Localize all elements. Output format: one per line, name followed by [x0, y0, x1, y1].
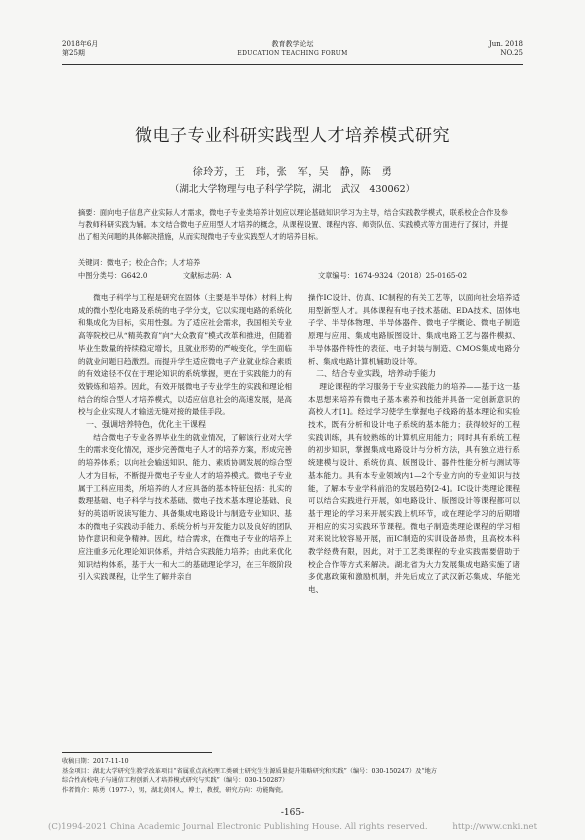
fund-info-cont: 综合性高校电子与通信工程创新人才培养模式研究与实践”（编号：030-150287）: [62, 777, 289, 785]
footnote: [62, 757, 523, 795]
footnote-rule: [62, 752, 212, 753]
header-issue-en: NO.25: [500, 49, 523, 57]
page-number: -165-: [280, 808, 305, 818]
document-code: 文献标志码：A: [183, 271, 232, 280]
abstract: [78, 207, 508, 243]
header-rule: [62, 64, 523, 65]
keywords-label: 关键词：: [78, 258, 107, 267]
article-number: 文章编号：1674-9324（2018）25-0165-02: [318, 271, 468, 280]
header-journal-cn: 教育教学论坛: [271, 40, 314, 48]
body-paragraph: 结合微电子专业各界毕业生的就业情况，了解该行业对大学生的需求变化情况，逐步完善微电子人才的培养方案，形成完善的培养体系；以向社会输送知识、能力、素质协调发展的综合型人才为目标，不断提升微电子专业人才的培养模式。微电子专业属于工科应用类，所培养的人才应具备的基本特征包括：扎实的数理基础、电子科学与技术基础、微电子技术基本理论基础、良好的英语听说读写能力、具备集成电路设计与制造专业知识、基本的微电子实践动手能力、系统分析与开发能力以及良好的团队协作意识和竞争精神。因此，结合需求，在微电子专业的培养上应注重多元化理论知识体系，并结合实践能力培养；由此来优化知识结构体系，基于大一和大二的基础理论学习，在三年级阶段引入实践课程，让学生了解并亲自: [78, 432, 292, 582]
body-paragraph: 微电子科学与工程是研究在固体（主要是半导体）材料上构成的微小型化电路及系统的电子学分支，它以实现电路的系统化和集成化为目标，实用性强。为了适应社会需求，我国相关专业高等院校已从“精英教育”向“大众教育”模式改革和推进，但随着毕业生数量的持续稳定增长，且就业形势的严峻变化，学生面临的就业问题日趋激烈。而提升学生适应微电子产业就业综合素质的有效途径不仅在于理论知识的系统掌握，更在于实践能力的有效锻炼和培养。因此，有效开展微电子专业学生的实践和理论相结合的综合型人才培养模式，以适应信息社会的高速发展，是高校与企业实现人才输送无缝对接的最佳手段。: [78, 293, 292, 417]
header-journal-en: EDUCATION TEACHING FORUM: [237, 50, 348, 57]
abstract-label: 摘要：: [78, 208, 100, 217]
running-header: [62, 40, 523, 66]
header-center: [62, 40, 523, 58]
header-date-cn: 2018年6月: [62, 40, 99, 48]
keywords-text: 微电子；校企合作；人才培养: [106, 258, 201, 267]
copyright-text: (C)1994-2021 China Academic Journal Electronic Publishing House. All rights reserved.: [48, 822, 428, 832]
paper-title: 微电子专业科研实践型人才培养模式研究: [135, 126, 450, 146]
author-list: 徐玲芳，王 玮，张 军，吴 静，陈 勇: [192, 167, 393, 178]
clc-number: 中图分类号：G642.0: [78, 271, 148, 280]
section-heading: 一、强调培养特色，优化主干课程: [86, 420, 206, 430]
cnki-url: http://www.cnki.net: [452, 822, 537, 832]
header-right: [489, 40, 523, 58]
author-affiliation: （湖北大学物理与电子科学学院，湖北 武汉 430062）: [169, 184, 416, 195]
fund-info: 基金项目：湖北大学研究生教学改革项目“省属重点高校理工类硕士研究生生源质量提升策略研究和实践”（编号：030-150247）及“地方: [62, 767, 437, 775]
abstract-text: 面向电子信息产业实际人才需求，微电子专业类培养计划应以理论基础知识学习为主导，结合实践教学模式，联系校企合作及参与教师科研实践为辅。本文结合微电子应用型人才培养的概念，从课程设置、课程内容、师资队伍、实践模式等方面进行了探讨，并提出了相关问题的具体解决措施，从而实现微电子专业实践型人才的培养目标。: [78, 208, 508, 241]
copyright-line: [48, 822, 537, 832]
classification-line: [78, 271, 508, 281]
right-column: [308, 292, 520, 597]
author-bio: 作者简介：陈勇（1977-），男，湖北黄冈人，博士，教授，研究方向：功能陶瓷。: [62, 786, 288, 794]
body-paragraph: 理论课程的学习服务于专业实践能力的培养——基于这一基本思想来培养有微电子基本素养和技能并具备一定创新意识的高校人才[1]。经过学习使学生掌握电子线路的基本理论和实验技术，既有分析和设计电子系统的基本能力；获得较好的工程实践训练，具有较熟练的计算机应用能力；同时具有系统工程的初步知识，掌握集成电路设计与分析方法，具有独立进行系统建模与设计、系统仿真、版图设计、器件性能分析与测试等基本能力。具有本专业领域内1—2个专业方向的专业知识与技能，了解本专业学科前沿的发展趋势[2-4]。IC设计类理论课程可以结合实践进行开展，如电路设计、版图设计等课程都可以基于理论的学习来开展实践上机环节，或在理论学习的后期增开相应的实习实践环节课程。微电子制造类理论课程的学习相对来说比较容易开展，而IC制造的实训设备昂贵，且高校本科教学经费有限，因此，对于工艺类课程的专业实践需要借助于校企合作等方式来解决。湖北省为大力发展集成电路实施了诸多优惠政策和激励机制，并先后成立了武汉新芯集成、华能光电、: [308, 381, 520, 595]
left-column: [78, 292, 292, 584]
header-issue-cn: 第25期: [62, 49, 85, 57]
received-date: 收稿日期：2017-11-10: [62, 758, 129, 765]
body-paragraph: 操作IC设计、仿真、IC制程的有关工艺等，以面向社会培养适用型新型人才。具体课程有电子技术基础、EDA技术、固体电子学、半导体物理、半导体器件、微电子学概论、微电子制造原理与应用、集成电路版图设计、集成电路工艺与器件模拟、半导体器件特性的表征、电子封装与制造、CMOS集成电路分析、集成电路计算机辅助设计等。: [308, 293, 520, 366]
keywords: [78, 258, 200, 268]
section-heading: 二、结合专业实践，培养动手能力: [316, 369, 436, 379]
header-date-en: Jun. 2018: [488, 40, 523, 48]
